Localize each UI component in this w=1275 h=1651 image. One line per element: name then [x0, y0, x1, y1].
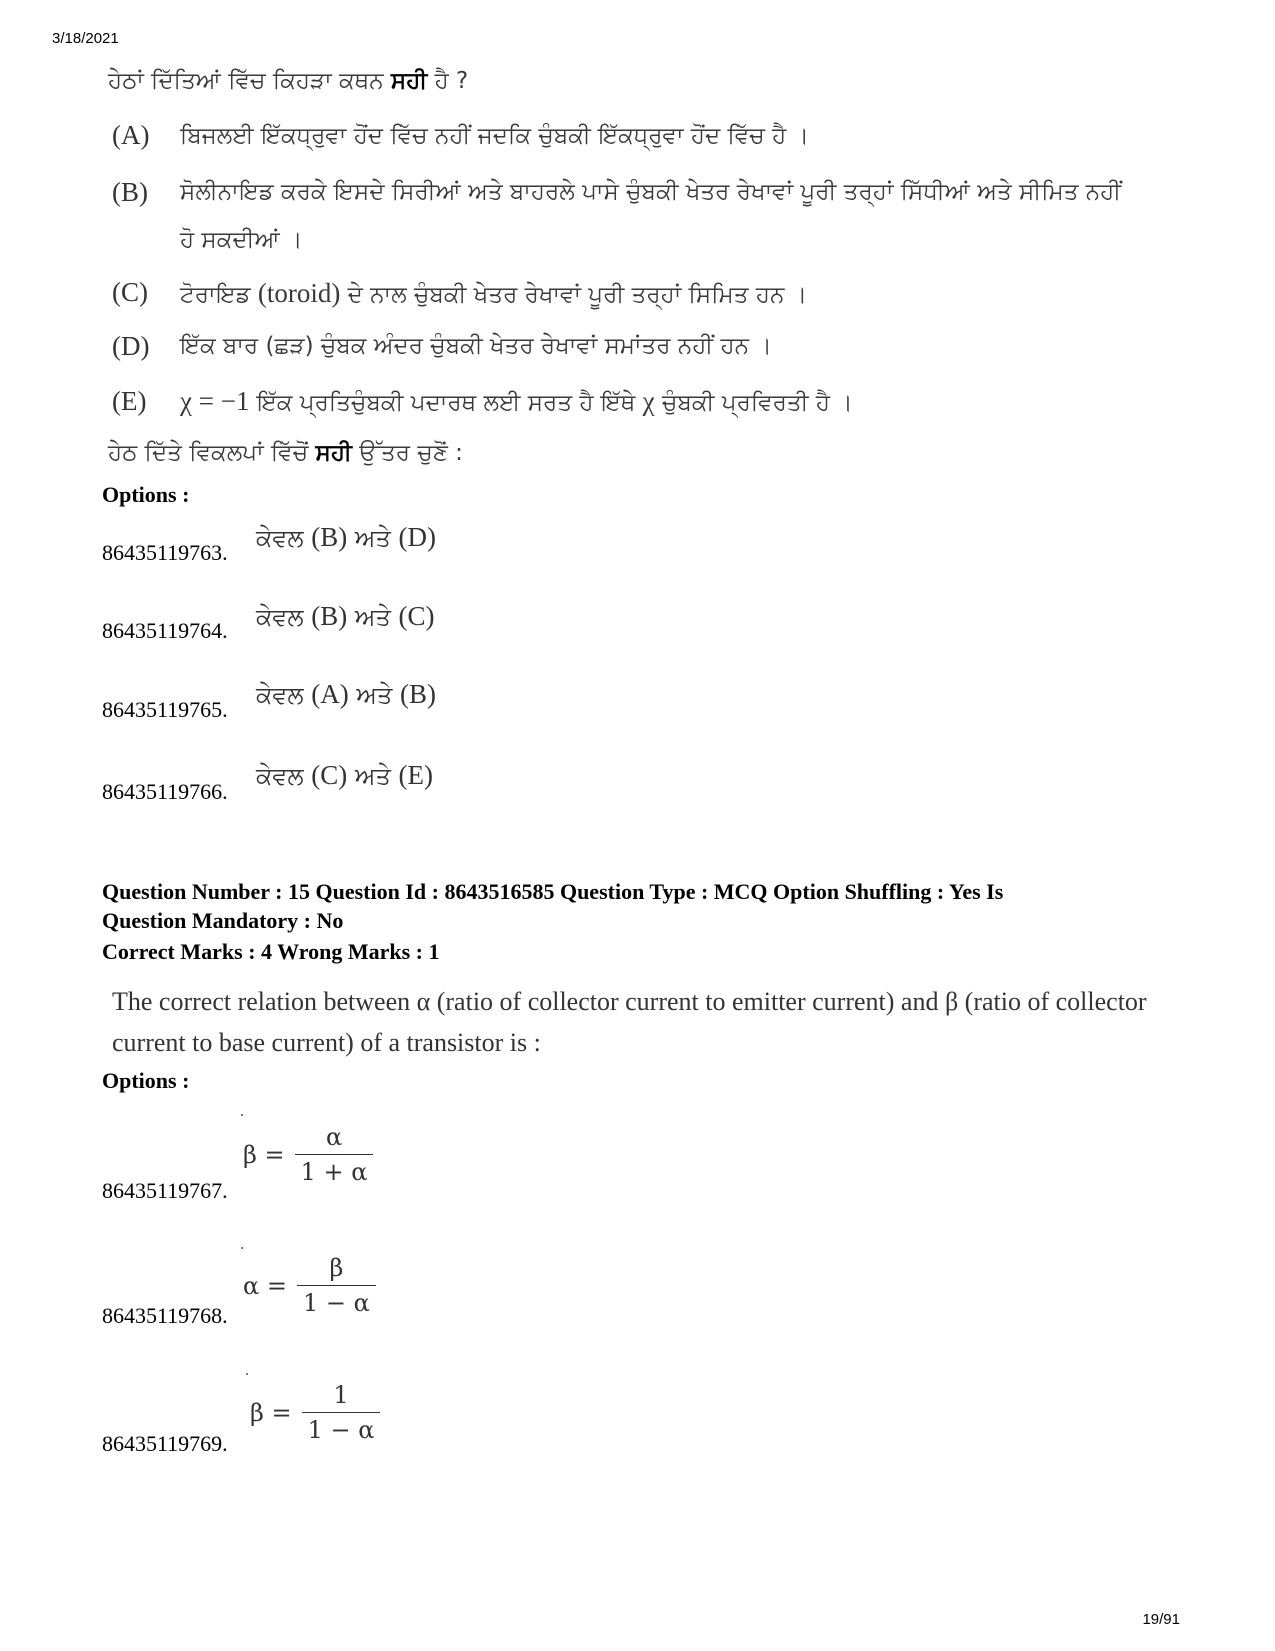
statement-symbol: χ [642, 386, 655, 416]
option-text [256, 758, 433, 793]
q15-options-label: Options : [102, 1068, 190, 1093]
q14-prompt [108, 64, 468, 98]
instruction-text: ਹੇਠ ਦਿੱਤੇ ਵਿਕਲਪਾਂ ਵਿੱਚੋਂ [108, 440, 316, 466]
option-formula [243, 1254, 376, 1317]
option-a: (B) [311, 522, 348, 552]
option-b: (E) [398, 760, 434, 790]
option-a: (A) [311, 679, 349, 709]
option-id: 86435119769. [102, 1431, 228, 1456]
formula-lhs: β = [250, 1398, 292, 1427]
statement-formula: χ = −1 [180, 386, 250, 416]
statement-letter: (D) [112, 331, 150, 361]
option-text [256, 520, 436, 555]
q15-meta [102, 877, 1182, 935]
formula-denominator: 1 + α [295, 1154, 374, 1186]
formula-numerator: β [329, 1254, 344, 1282]
formula-fraction [295, 1123, 374, 1186]
option-a: (B) [311, 601, 348, 631]
option-a: (C) [311, 760, 348, 790]
instruction-end: ਉੱਤਰ ਚੁਣੋਂ : [351, 440, 463, 466]
formula-lhs: α = [243, 1271, 287, 1300]
formula-numerator: 1 [333, 1381, 349, 1409]
statement-text: ਬਿਜਲਈ ਇੱਕਧ੍ਰੁਵਾ ਹੋਂਦ ਵਿੱਚ ਨਹੀਂ ਜਦਕਿ ਚੁੰਬਕੀ ਇੱਕਧ੍ਰੁਵਾ ਹੋਂਦ ਵਿੱਚ ਹੈ । [180, 123, 810, 149]
option-text [256, 677, 436, 712]
statement-text-part: ਚੁੰਬਕੀ ਪ੍ਰਵਿਰਤੀ ਹੈ । [654, 390, 853, 416]
formula-numerator: α [325, 1123, 343, 1151]
instruction-bold: ਸਹੀ [315, 440, 352, 466]
statement-text [180, 276, 807, 312]
statement-letter: (E) [112, 386, 147, 416]
page-number: 19/91 [1142, 1611, 1180, 1628]
q15-marks: Correct Marks : 4 Wrong Marks : 1 [102, 939, 440, 964]
option-word: ਕੇਵਲ [256, 681, 304, 709]
option-formula [250, 1381, 380, 1444]
option-id: 86435119765. [102, 697, 228, 722]
option-id: 86435119763. [102, 540, 228, 565]
q14-prompt-text: ਹੇਠਾਂ ਦਿੱਤਿਆਂ ਵਿੱਚ ਕਿਹੜਾ ਕਥਨ [108, 68, 391, 94]
option-id: 86435119766. [102, 779, 228, 804]
q14-instruction [108, 436, 463, 470]
option-and: ਅਤੇ [354, 762, 391, 790]
statement-letter: (A) [112, 120, 150, 150]
q14-prompt-end: ਹੈ ? [427, 68, 469, 94]
statement-latin-term: (toroid) [257, 278, 341, 308]
statement-text [180, 384, 853, 420]
statement-text-cont: ਹੋ ਸਕਦੀਆਂ । [180, 227, 303, 253]
option-word: ਕੇਵਲ [256, 524, 304, 552]
q15-question-text: The correct relation between α (ratio of collector current to emitter current) and β (ratio of collector current to base current) of a transistor is : [112, 987, 1147, 1057]
option-id: 86435119764. [102, 618, 228, 643]
q14-options-label: Options : [102, 482, 190, 507]
q14-prompt-bold: ਸਹੀ [390, 68, 428, 94]
formula-fraction [297, 1254, 376, 1317]
formula-lhs: β = [243, 1140, 285, 1169]
formula-denominator: 1 − α [302, 1412, 381, 1444]
option-and: ਅਤੇ [356, 681, 393, 709]
print-date: 3/18/2021 [52, 30, 119, 47]
statement-text-part: ਇੱਕ ਪ੍ਰਤਿਚੁੰਬਕੀ ਪਦਾਰਥ ਲਈ ਸਰਤ ਹੈ ਇੱਥੇ [249, 390, 643, 416]
option-and: ਅਤੇ [354, 524, 391, 552]
scan-dot [241, 1247, 243, 1249]
scan-dot [246, 1373, 248, 1375]
statement-text-part: ਦੇ ਨਾਲ ਚੁੰਬਕੀ ਖੇਤਰ ਰੇਖਾਵਾਂ ਪੂਰੀ ਤਰ੍ਹਾਂ ਸਿਮਿਤ ਹਨ । [340, 282, 808, 308]
statement-letter: (B) [112, 177, 148, 207]
q15-meta-line2: Question Mandatory : No [102, 908, 344, 933]
option-formula [243, 1123, 373, 1186]
scan-dot [241, 1114, 243, 1116]
statement-text-part: ਟੋਰਾਇਡ [180, 282, 258, 308]
option-b: (C) [398, 601, 435, 631]
option-b: (D) [398, 522, 437, 552]
option-and: ਅਤੇ [354, 603, 391, 631]
option-word: ਕੇਵਲ [256, 762, 304, 790]
option-id: 86435119767. [102, 1178, 228, 1203]
formula-denominator: 1 − α [297, 1285, 376, 1317]
formula-fraction [302, 1381, 381, 1444]
statement-text: ਸੋਲੀਨਾਇਡ ਕਰਕੇ ਇਸਦੇ ਸਿਰੀਆਂ ਅਤੇ ਬਾਹਰਲੇ ਪਾਸੇ ਚੁੰਬਕੀ ਖੇਤਰ ਰੇਖਾਵਾਂ ਪੂਰੀ ਤਰ੍ਹਾਂ ਸਿੱਧੀਆਂ ਅਤੇ ਸੀਮਿਤ ਨਹੀਂ [180, 179, 1122, 205]
option-word: ਕੇਵਲ [256, 603, 304, 631]
statement-letter: (C) [112, 277, 148, 307]
option-b: (B) [400, 679, 437, 709]
option-id: 86435119768. [102, 1303, 228, 1328]
q15-meta-line1: Question Number : 15 Question Id : 8643516585 Question Type : MCQ Option Shuffling : Yes Is [102, 879, 1004, 904]
statement-text: ਇੱਕ ਬਾਰ (ਛੜ) ਚੁੰਬਕ ਅੰਦਰ ਚੁੰਬਕੀ ਖੇਤਰ ਰੇਖਾਵਾਂ ਸਮਾਂਤਰ ਨਹੀਂ ਹਨ । [180, 333, 772, 359]
option-text [256, 599, 435, 634]
